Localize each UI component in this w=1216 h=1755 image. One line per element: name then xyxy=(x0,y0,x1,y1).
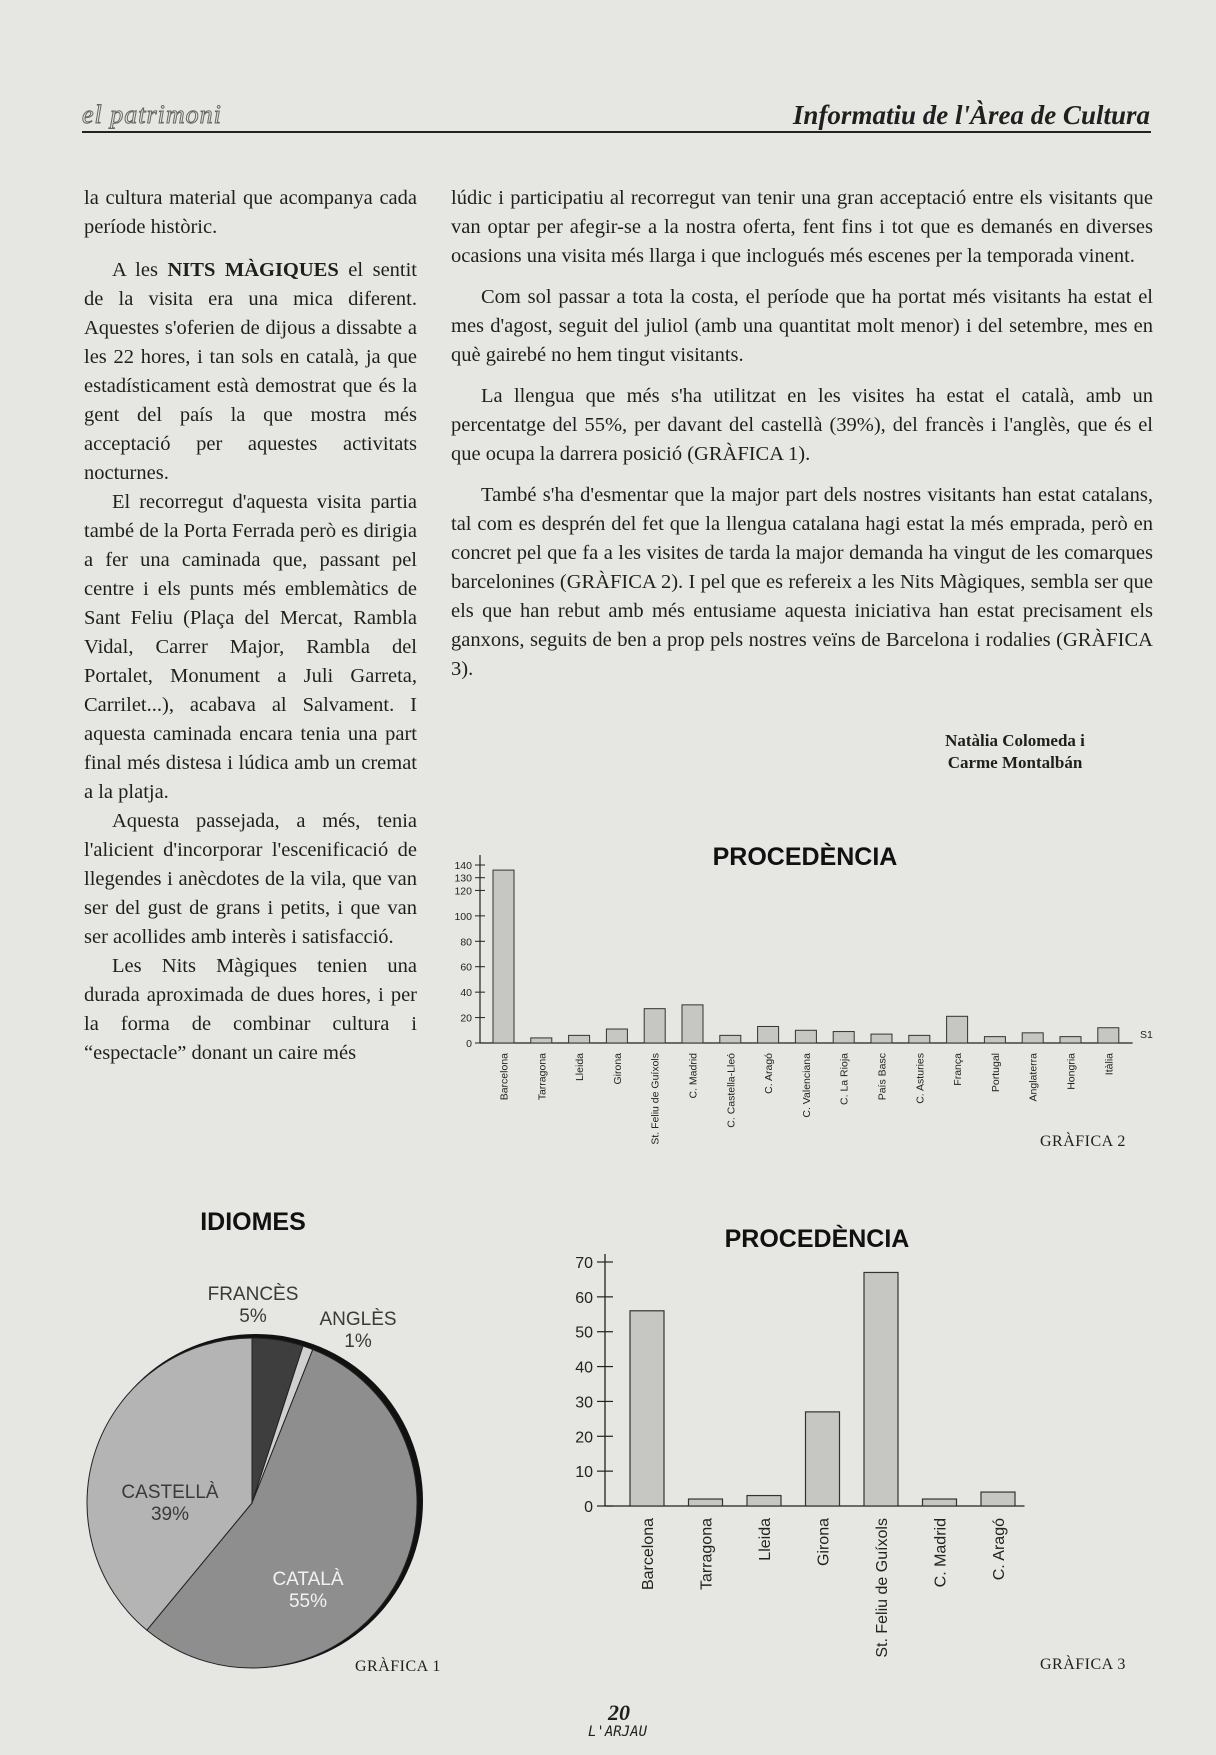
author-line: Carme Montalbán xyxy=(947,753,1083,772)
y-tick-label: 30 xyxy=(575,1394,593,1412)
x-tick-label: Anglaterra xyxy=(1027,1053,1040,1102)
page-number: 20 xyxy=(608,1700,630,1725)
x-tick-label: Itàlia xyxy=(1103,1053,1116,1076)
x-tick-label: C. Aragó xyxy=(763,1053,776,1094)
paragraph: lúdic i participatiu al recorregut van tenir una gran acceptació entre els visitants que van optar per afegir-se a la nostra oferta, fent fins i tot que es demanés en diverses ocasions una visita més llarga i que inclogués més escenes per la temporada vinent. xyxy=(451,187,1153,267)
y-tick-label: 10 xyxy=(575,1464,593,1482)
bar xyxy=(984,1037,1005,1043)
bar xyxy=(981,1492,1015,1506)
x-tick-label: C. Madrid xyxy=(932,1518,950,1588)
author-line: Natàlia Colomeda i xyxy=(945,731,1085,750)
bar xyxy=(1060,1037,1081,1043)
emphasis: NITS MÀGIQUES xyxy=(167,259,339,281)
chart-procedencia-grafica-2 xyxy=(430,830,1160,1160)
bar xyxy=(864,1272,898,1506)
x-tick-label: C. Valenciana xyxy=(800,1053,813,1118)
y-tick-label: 70 xyxy=(575,1255,593,1272)
pie-percent: 5% xyxy=(239,1306,267,1327)
bar xyxy=(747,1496,781,1506)
paragraph: La llengua que més s'ha utilitzat en les visites ha estat el català, amb un percentatge del 55%, per davant del castellà (39%), del francès i l'anglès, que és el que ocupa la darrera posició (GRÀFICA 1). xyxy=(451,385,1153,465)
right-column xyxy=(451,184,1153,696)
paragraph: El recorregut d'aquesta visita partia també de la Porta Ferrada però es dirigia a fer una caminada que, passant pel centre i els punts més emblemàtics de Sant Feliu (Plaça del Mercat, Rambla Vidal, Carrer Major, Rambla del Portalet, Monument a Juli Garreta, Carrilet...), acabava al Salvament. I aquesta caminada encara tenia una part final més distesa i lúdica amb un cremat a la platja. xyxy=(84,491,417,803)
x-tick-label: França xyxy=(952,1053,965,1086)
x-tick-label: Girona xyxy=(611,1053,624,1085)
x-tick-label: St. Feliu de Guíxols xyxy=(874,1518,891,1658)
y-tick-label: 40 xyxy=(460,987,472,1000)
bar xyxy=(630,1311,664,1506)
paragraph: També s'ha d'esmentar que la major part dels nostres visitants han estat catalans, tal com es desprén del fet que la llengua catalana hagi estat la més emprada, però en concret pel que fa a les visites de tarda la major demanda ha vingut de les comarques barcelonines (GRÀFICA 2). I pel que es refereix a les Nits Màgiques, sembla ser que els que han rebut amb més entusiame aquesta iniciativa han estat precisament els ganxons, seguits de ben a prop pels nostres veïns de Barcelona i rodalies (GRÀFICA 3). xyxy=(451,484,1153,680)
pie-label: FRANCÈS xyxy=(207,1284,299,1305)
x-tick-label: C. Castella-Lleó xyxy=(725,1053,738,1128)
x-tick-label: St. Feliu de Guíxols xyxy=(649,1053,662,1145)
bar xyxy=(493,870,514,1043)
paragraph: Aquesta passejada, a més, tenia l'alicient d'incorporar l'escenificació de llegendes i anècdotes de la vila, que van ser del gust de grans i petits, i que van ser acollides amb interès i satisfacció. xyxy=(84,810,417,948)
y-tick-label: 130 xyxy=(454,872,472,885)
bar xyxy=(689,1499,723,1506)
paragraph: la cultura material que acompanya cada període històric. xyxy=(84,187,417,238)
chart-caption: GRÀFICA 2 xyxy=(1040,1133,1126,1150)
paragraph xyxy=(84,256,417,488)
bar xyxy=(569,1035,590,1043)
x-tick-label: Tarragona xyxy=(698,1518,716,1591)
x-tick-label: C. La Rioja xyxy=(838,1053,851,1105)
x-tick-label: Hongria xyxy=(1065,1053,1078,1090)
y-tick-label: 20 xyxy=(460,1012,472,1025)
pie-percent: 39% xyxy=(150,1504,190,1525)
legend-label: S1 xyxy=(1140,1029,1153,1041)
x-tick-label: Girona xyxy=(815,1518,833,1567)
pie-label: CASTELLÀ xyxy=(121,1482,219,1503)
section-logo: el patrimoni xyxy=(82,100,222,129)
x-tick-label: C. Madrid xyxy=(687,1053,700,1099)
text-run: el sentit de la visita era una mica diferent. Aquestes s'oferien de dijous a dissabte a les 22 hores, i tan sols en català, ja que estadísticament està demostrat que és la gent del país la que mostra més acceptació per aquestes activitats nocturnes. xyxy=(84,259,417,484)
bar xyxy=(871,1034,892,1043)
bar xyxy=(1022,1033,1043,1043)
y-tick-label: 0 xyxy=(584,1499,593,1516)
y-tick-label: 40 xyxy=(575,1359,593,1377)
bar xyxy=(909,1035,930,1043)
bar xyxy=(758,1026,779,1043)
chart-title: PROCEDÈNCIA xyxy=(712,843,898,871)
chart-title: PROCEDÈNCIA xyxy=(724,1225,910,1253)
x-tick-label: C. Aragó xyxy=(991,1518,1008,1581)
x-tick-label: País Basc xyxy=(876,1053,889,1101)
header-rule xyxy=(82,131,1151,133)
bar xyxy=(644,1009,665,1043)
y-tick-label: 140 xyxy=(454,860,472,872)
chart-caption: GRÀFICA 3 xyxy=(1040,1656,1126,1673)
y-tick-label: 120 xyxy=(454,885,472,898)
author-byline xyxy=(905,730,1125,774)
bar xyxy=(947,1016,968,1043)
bar xyxy=(1098,1028,1119,1043)
y-tick-label: 60 xyxy=(460,961,472,974)
x-tick-label: Portugal xyxy=(989,1053,1002,1093)
magazine-brand: L'ARJAU xyxy=(588,1724,648,1740)
y-tick-label: 80 xyxy=(460,936,472,949)
publication-title: Informatiu de l'Àrea de Cultura xyxy=(792,100,1150,130)
bar xyxy=(806,1412,840,1506)
left-column xyxy=(84,184,417,1068)
pie-percent: 1% xyxy=(344,1331,372,1352)
bar xyxy=(720,1035,741,1043)
chart-caption: GRÀFICA 1 xyxy=(355,1658,441,1675)
x-tick-label: C. Asturies xyxy=(914,1053,927,1104)
x-tick-label: Barcelona xyxy=(640,1518,657,1591)
pie-percent: 55% xyxy=(288,1591,328,1612)
x-tick-label: Lleida xyxy=(574,1053,587,1082)
paragraph: Com sol passar a tota la costa, el període que ha portat més visitants ha estat el mes d'agost, seguit del juliol (amb una quantitat molt menor) i del setembre, mes en què gairebé no hem tingut visitants. xyxy=(451,286,1153,366)
bar xyxy=(531,1038,552,1043)
y-tick-label: 100 xyxy=(454,910,472,923)
bar xyxy=(923,1499,957,1506)
text-run: A les xyxy=(112,259,168,281)
bar xyxy=(795,1030,816,1043)
chart-idiomes-grafica-1 xyxy=(70,1200,470,1680)
y-tick-label: 0 xyxy=(466,1038,472,1050)
y-tick-label: 20 xyxy=(575,1429,593,1447)
paragraph: Les Nits Màgiques tenien una durada aproximada de dues hores, i per la forma de combinar cultura i “espectacle” donant un caire més xyxy=(84,955,417,1064)
bar xyxy=(606,1029,627,1043)
y-tick-label: 60 xyxy=(575,1289,593,1307)
y-tick-label: 50 xyxy=(575,1324,593,1342)
pie-label: CATALÀ xyxy=(272,1569,344,1590)
x-tick-label: Tarragona xyxy=(536,1053,549,1101)
x-tick-label: Lleida xyxy=(757,1518,774,1561)
bar xyxy=(682,1005,703,1043)
bar xyxy=(833,1032,854,1043)
pie-label: ANGLÈS xyxy=(319,1309,397,1330)
x-tick-label: Barcelona xyxy=(498,1053,511,1101)
chart-title: IDIOMES xyxy=(200,1208,306,1236)
chart-procedencia-grafica-3 xyxy=(550,1215,1110,1685)
